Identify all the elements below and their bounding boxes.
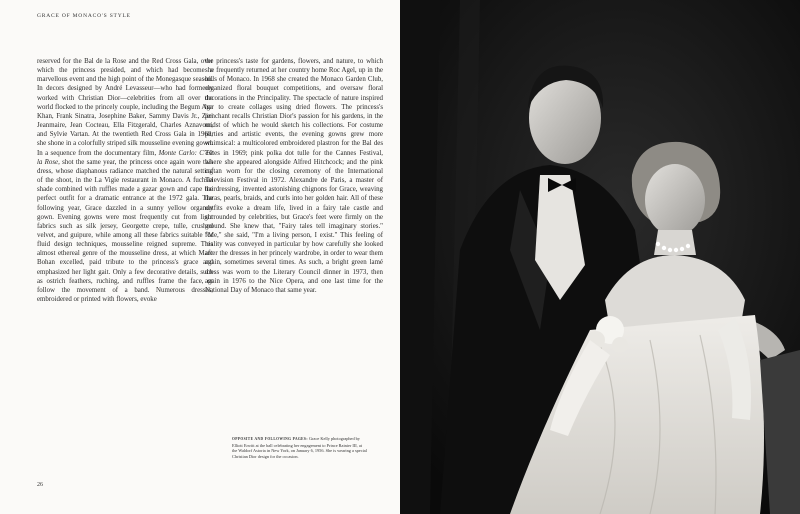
column-1-text-b: shot the same year, the princess once again wore this dress, whose diaphanous radiance matched the natural setting of the shoot, in the La Vigie restaurant in Monaco. A fuchsia shade combined with ruffles made a gazar gown and cape the perfect outfit for a dramatic entrance at the 1972 gala. The following year, Grace dazzled in a sunny yellow organdy gown. Evening gowns were most frequently cut from light fabrics such as silk jersey, Georgette crepe, tulle, crushed velvet, and guipure, while among all these fabrics suitable for fluid design techniques, mousseline reigned supreme. This almost ethereal genre of the mousseline dress, at which Marc Bohan excelled, paid tribute to the princess's grace and emphasized her light gait. Only a few decorative details, such as ostrich feathers, ruching, and ruffles frame the face, or follow the movement of a band. Numerous dresses, embroidered or printed with flowers, evoke — [37, 158, 213, 304]
column-1-paragraph — [37, 57, 213, 304]
portrait-photo — [400, 0, 800, 514]
column-1-text-a: reserved for the Bal de la Rose and the Red Cross Gala, over which the princess presided, and which had become a marvellous event and the high point of the Monegasque season. In decors designed by André Levasseur—who had formerly worked with Christian Dior—celebrities from all over the world flocked to the princely couple, including the Begum Aga Khan, Frank Sinatra, Josephine Baker, Sammy Davis Jr., Zizi Jeanmaire, Jean Cocteau, Ella Fitzgerald, Charles Aznavour, and Sylvie Vartan. At the twentieth Red Cross Gala in 1968, she shone in a colorfully striped silk mousseline evening gown. In a sequence from the documentary film, — [37, 58, 213, 157]
caption-lead: OPPOSITE AND FOLLOWING PAGES: — [232, 437, 308, 441]
column-2-paragraph: the princess's taste for gardens, flowers, and nature, to which she frequently returned at her country home Roc Agel, up in the hills of Monaco. In 1968 she created the Monaco Garden Club, organized floral bouquet competitions, and oversaw floral decorations in the Principality. The spectacle of nature inspired her to create collages using dried flowers. The princess's penchant recalls Christian Dior's passion for his gardens, in the midst of which he would sketch his collections. For costume parties and artistic events, the evening gowns grew more whimsical: a multicolored embroidered plastron for the Bal des Têtes in 1969; pink polka dot tulle for the Cannes Festival, where she appeared alongside Alfred Hitchcock; and the pink caftan worn for the closing ceremony of the International Television Festival in 1972. Alexandre de Paris, a master of hairdressing, invented astonishing chignons for Grace, weaving tiaras, pearls, braids, and curls into her golden hair. All of these outfits evoke a dream life, lived in a fairy tale castle and surrounded by celebrities, but Grace's feet were firmly on the ground. She knew that, "Fairy tales tell imaginary stories." "Me," she said, "I'm a living person, I exist." This feeling of reality was conveyed in particular by how carefully she looked after the dresses in her princely wardrobe, in order to wear them again, sometimes several times. As such, a bright green lamé dress was worn to the Literary Council dinner in 1973, then again in 1976 to the Nice Opera, and one last time for the National Day of Monaco that same year. — [205, 58, 383, 294]
film-title: Monte Carlo: C'est la Rose, — [37, 149, 213, 166]
photo-caption — [232, 436, 367, 459]
portrait-illustration — [400, 0, 800, 514]
running-head: GRACE OF MONACO'S STYLE — [37, 13, 131, 19]
caption-text: Grace Kelly photographed by Elliott Erwitt at the ball celebrating her engagement to Prince Rainier III, at the Waldorf Astoria in New York, on January 6, 1956. She is wearing a special Christian Dior design for the occasion. — [232, 436, 367, 459]
text-column-2 — [205, 57, 383, 295]
text-column-1 — [37, 57, 213, 304]
page-number: 26 — [37, 482, 43, 488]
